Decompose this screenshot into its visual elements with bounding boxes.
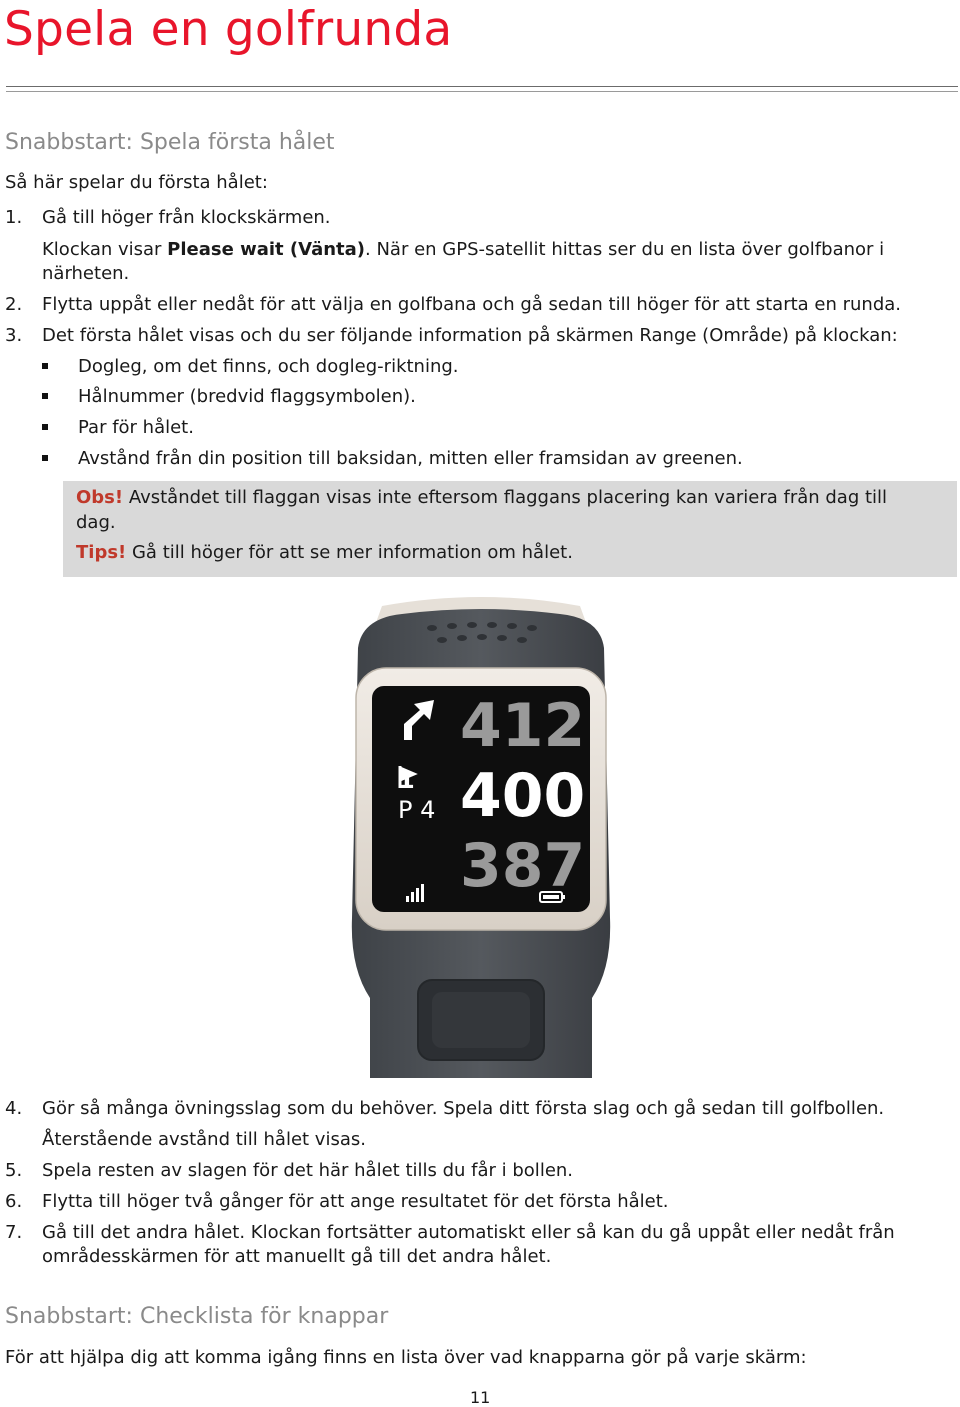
step-number: 6. [5, 1191, 23, 1212]
step-text: Spela resten av slagen för det här hålet tills du får i bollen. [42, 1160, 574, 1181]
step-text: Gör så många övningsslag som du behöver. Spela ditt första slag och gå sedan till golfbollen. [42, 1098, 885, 1119]
step-number: 3. [5, 325, 23, 346]
obs-line-continued: dag. [76, 512, 116, 533]
title-rule-top [6, 86, 958, 87]
bullet-item: Dogleg, om det finns, och dogleg-riktning. [78, 356, 459, 377]
distance-back: 412 [460, 691, 586, 761]
step-text: Flytta uppåt eller nedåt för att välja en golfbana och gå sedan till höger för att starta en runda. [42, 294, 901, 315]
please-wait-label: Please wait (Vänta) [167, 239, 366, 260]
step-text-continued: områdesskärmen för att manuellt gå till det andra hålet. [42, 1246, 552, 1267]
step-number: 7. [5, 1222, 23, 1243]
step-text: Gå till höger från klockskärmen. [42, 207, 331, 228]
bullet-marker [42, 424, 48, 430]
section-heading-buttons: Snabbstart: Checklista för knappar [5, 1304, 389, 1329]
tips-line: Tips! Gå till höger för att se mer information om hålet. [76, 542, 573, 563]
golf-watch-image [342, 588, 620, 1078]
note-box [63, 481, 957, 577]
bullet-item: Hålnummer (bredvid flaggsymbolen). [78, 386, 416, 407]
step-text: Gå till det andra hålet. Klockan fortsätter automatiskt eller så kan du gå uppåt eller nedåt från [42, 1222, 895, 1243]
step-number: 1. [5, 207, 23, 228]
tips-label: Tips! [76, 542, 127, 563]
bullet-item: Avstånd från din position till baksidan, mitten eller framsidan av greenen. [78, 448, 743, 469]
par-value: P 4 [398, 796, 436, 824]
section-intro: Så här spelar du första hålet: [5, 172, 268, 193]
page-number: 11 [470, 1388, 491, 1407]
bullet-marker [42, 455, 48, 461]
obs-line: Obs! Avståndet till flaggan visas inte eftersom flaggans placering kan variera från dag till [76, 487, 888, 508]
hole-number: 1 [398, 766, 415, 794]
step-text: Flytta till höger två gånger för att ange resultatet för det första hålet. [42, 1191, 669, 1212]
distance-front: 387 [460, 831, 586, 901]
page-title: Spela en golfrunda [4, 2, 453, 57]
obs-label: Obs! [76, 487, 124, 508]
bullet-marker [42, 393, 48, 399]
step-text-please-wait: Klockan visar Please wait (Vänta). När en GPS-satellit hittas ser du en lista över golfbanor i [42, 239, 885, 260]
title-rule-bottom [6, 91, 958, 92]
step-number: 5. [5, 1160, 23, 1181]
step-text-continued: närheten. [42, 263, 130, 284]
step-text: Det första hålet visas och du ser följande information på skärmen Range (Område) på klockan: [42, 325, 898, 346]
section-intro: För att hjälpa dig att komma igång finns en lista över vad knapparna gör på varje skärm: [5, 1347, 807, 1368]
distance-middle: 400 [460, 761, 586, 831]
bullet-marker [42, 363, 48, 369]
section-heading-first-hole: Snabbstart: Spela första hålet [5, 130, 335, 155]
step-number: 2. [5, 294, 23, 315]
step-text-continued: Återstående avstånd till hålet visas. [42, 1129, 366, 1150]
step-number: 4. [5, 1098, 23, 1119]
bullet-item: Par för hålet. [78, 417, 194, 438]
